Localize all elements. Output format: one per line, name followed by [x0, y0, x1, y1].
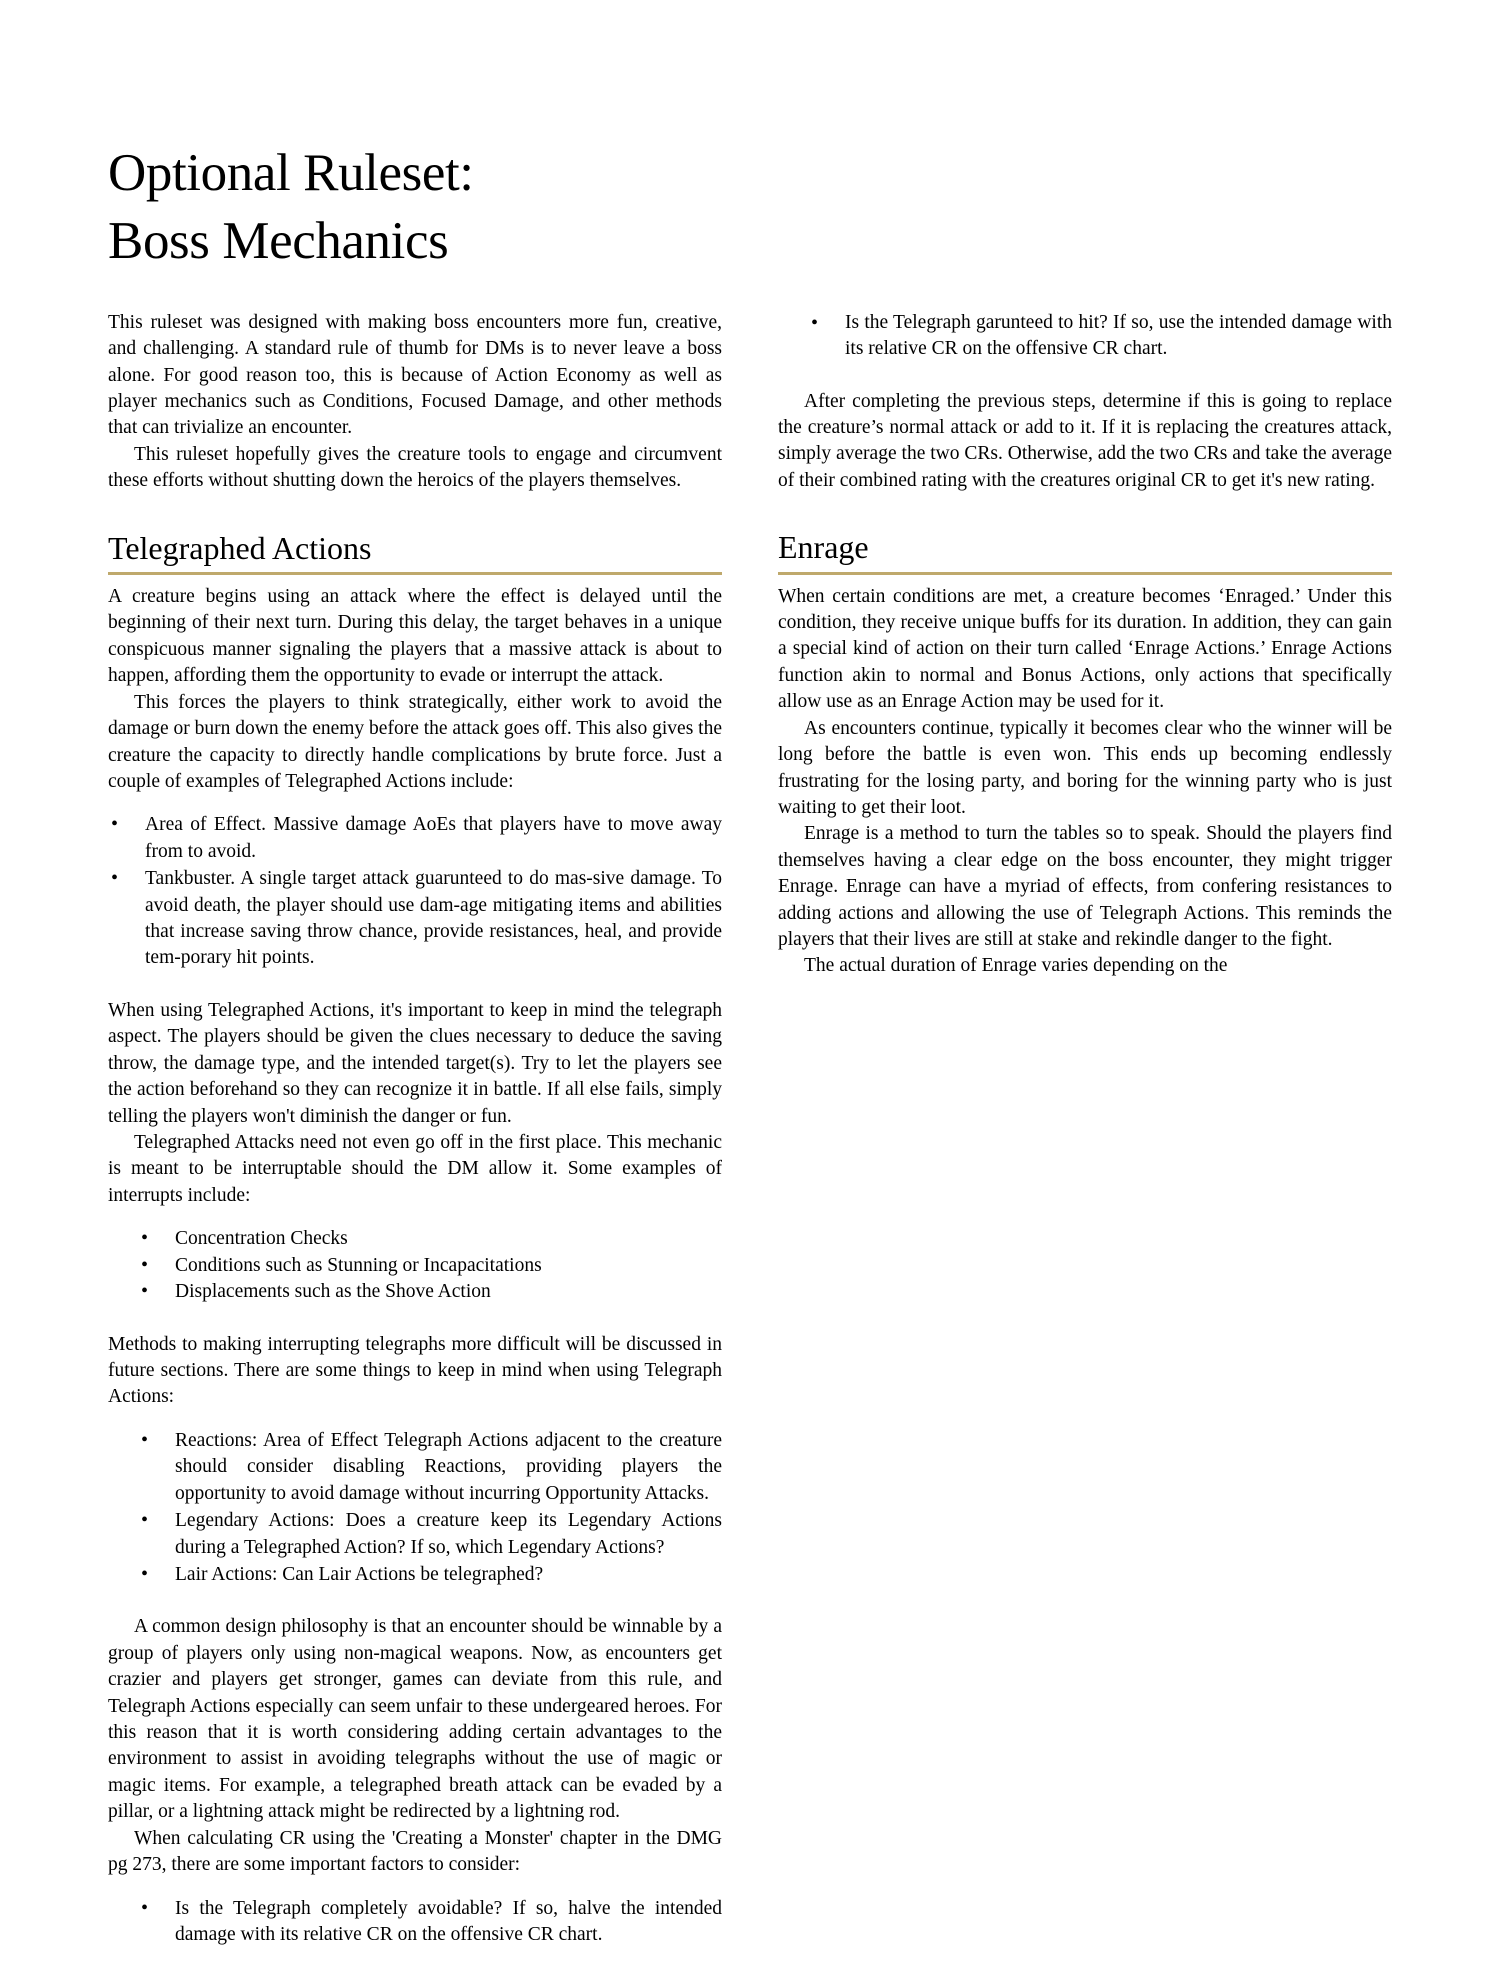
list-item [138, 1508, 722, 1561]
list-item [108, 866, 722, 972]
list-item [108, 812, 722, 865]
enrage-paragraph-3: Enrage is a method to turn the tables so to speak. Should the players find themselves having a clear edge on the boss encounter, they might trigger Enrage. Enrage can have a myriad of effects, from confering resistances to adding actions and allowing the use of Telegraph Actions. This reminds the players that their lives are still at stake and rekindle danger to the fight. [778, 823, 1392, 951]
list-item [808, 310, 1392, 363]
list-item-text: Legendary Actions: Does a creature keep its Legendary Actions during a Telegraphed Action? If so, which Legendary Actions? [175, 1510, 722, 1558]
list-item [138, 1562, 722, 1588]
telegraphed-paragraph-4: Telegraphed Attacks need not even go off in the first place. This mechanic is meant to be interruptable should the DM allow it. Some examples of interrupts include: [108, 1132, 722, 1206]
intro-paragraph-1: This ruleset was designed with making boss encounters more fun, creative, and challenging. A standard rule of thumb for DMs is to never leave a boss alone. For good reason too, this is because of Action Economy as well as player mechanics such as Conditions, Focused Damage, and other methods that can trivialize an encounter. [108, 311, 722, 439]
list-item-text: Reactions: Area of Effect Telegraph Actions adjacent to the creature should consider disabling Reactions, providing players the opportunity to avoid damage without incurring Opportunity Attacks. [175, 1429, 722, 1504]
list-item [138, 1896, 722, 1949]
section-heading-enrage: Enrage [778, 528, 1392, 574]
two-column-body [108, 310, 1392, 1970]
telegraphed-paragraph-1: A creature begins using an attack where the effect is delayed until the beginning of their next turn. During this delay, the target behaves in a unique conspicuous manner signaling the players that a massive attack is about to happen, affording them the opportunity to evade or interrupt the attack. [108, 586, 722, 687]
telegraphed-paragraph-3: When using Telegraphed Actions, it's important to keep in mind the telegraph aspect. The players should be given the clues necessary to deduce the saving throw, the damage type, and the intended target(s). Try to let the players see the action beforehand so they can recognize it in battle. If all else fails, simply telling the players won't diminish the danger or fun. [108, 999, 722, 1127]
list-item [138, 1226, 722, 1252]
enrage-paragraph-2: As encounters continue, typically it becomes clear who the winner will be long before the battle is even won. This ends up becoming endlessly frustrating for the losing party, and boring for the winning party who is just waiting to get their loot. [778, 717, 1392, 818]
design-philosophy-paragraph-3: After completing the previous steps, determine if this is going to replace the creature’s normal attack or add to it. If it is replacing the creatures attack, simply average the two CRs. Otherwise, add the two CRs and take the average of their combined rating with the creatures original CR to get it's new rating. [778, 390, 1392, 491]
title-block [108, 140, 578, 276]
telegraphed-examples-list [108, 812, 722, 972]
list-item-text: Conditions such as Stunning or Incapacitations [175, 1254, 542, 1276]
page-title: Optional Ruleset: Boss Mechanics [108, 144, 474, 270]
telegraphed-paragraph-2: This forces the players to think strategically, either work to avoid the damage or burn down the enemy before the attack goes off. This also gives the creature the capacity to directly handle complications by brute force. Just a couple of examples of Telegraphed Actions include: [108, 691, 722, 792]
enrage-paragraph-4: The actual duration of Enrage varies depending on the [804, 955, 1228, 977]
list-item-text: Lair Actions: Can Lair Actions be telegraphed? [175, 1563, 544, 1585]
list-item-text: Is the Telegraph garunteed to hit? If so, use the intended damage with its relative CR on the offensive CR chart. [845, 311, 1392, 360]
list-item-text: Area of Effect. Massive damage AoEs that players have to move away from to avoid. [145, 814, 722, 862]
list-item-text: Concentration Checks [175, 1228, 348, 1250]
list-item-text: Tankbuster. A single target attack guarunteed to do mas-sive damage. To avoid death, the player should use dam-age mitigating items and abilities that increase saving throw chance, provide resistances, heal, and provide tem-porary hit points. [145, 868, 722, 969]
telegraph-considerations-list [138, 1428, 722, 1589]
list-item [138, 1253, 722, 1279]
list-item [138, 1279, 722, 1305]
list-item-text: Displacements such as the Shove Action [175, 1281, 491, 1303]
design-philosophy-paragraph-2: When calculating CR using the 'Creating a Monster' chapter in the DMG pg 273, there are some important factors to consider: [108, 1827, 722, 1876]
list-item [138, 1428, 722, 1507]
enrage-paragraph-1: When certain conditions are met, a creature becomes ‘Enraged.’ Under this condition, they receive unique buffs for its duration. In addition, they can gain a special kind of action on their turn called ‘Enrage Actions.’ Enrage Actions function akin to normal and Bonus Actions, only actions that specifically allow use as an Enrage Action may be used for it. [778, 585, 1392, 713]
design-philosophy-paragraph-1: A common design philosophy is that an encounter should be winnable by a group of players only using non-magical weapons. Now, as encounters get crazier and players get stronger, games can deviate from this rule, and Telegraph Actions especially can seem unfair to these undergeared heroes. For this reason that it is worth considering adding certain advantages to the environment to assist in avoiding telegraphs without the use of magic or magic items. For example, a telegraphed breath attack can be evaded by a pillar, or a lightning attack might be redirected by a lightning rod. [108, 1616, 722, 1823]
intro-paragraph-2: This ruleset hopefully gives the creature tools to engage and circumvent these efforts without shutting down the heroics of the players themselves. [108, 443, 722, 492]
section-heading-telegraphed-actions: Telegraphed Actions [108, 529, 722, 575]
interrupts-list [138, 1226, 722, 1305]
list-item-text: Is the Telegraph completely avoidable? If so, halve the intended damage with its relative CR on the offensive CR chart. [175, 1897, 722, 1945]
telegraphed-paragraph-5: Methods to making interrupting telegraphs more difficult will be discussed in future sections. There are some things to keep in mind when using Telegraph Actions: [108, 1333, 722, 1408]
